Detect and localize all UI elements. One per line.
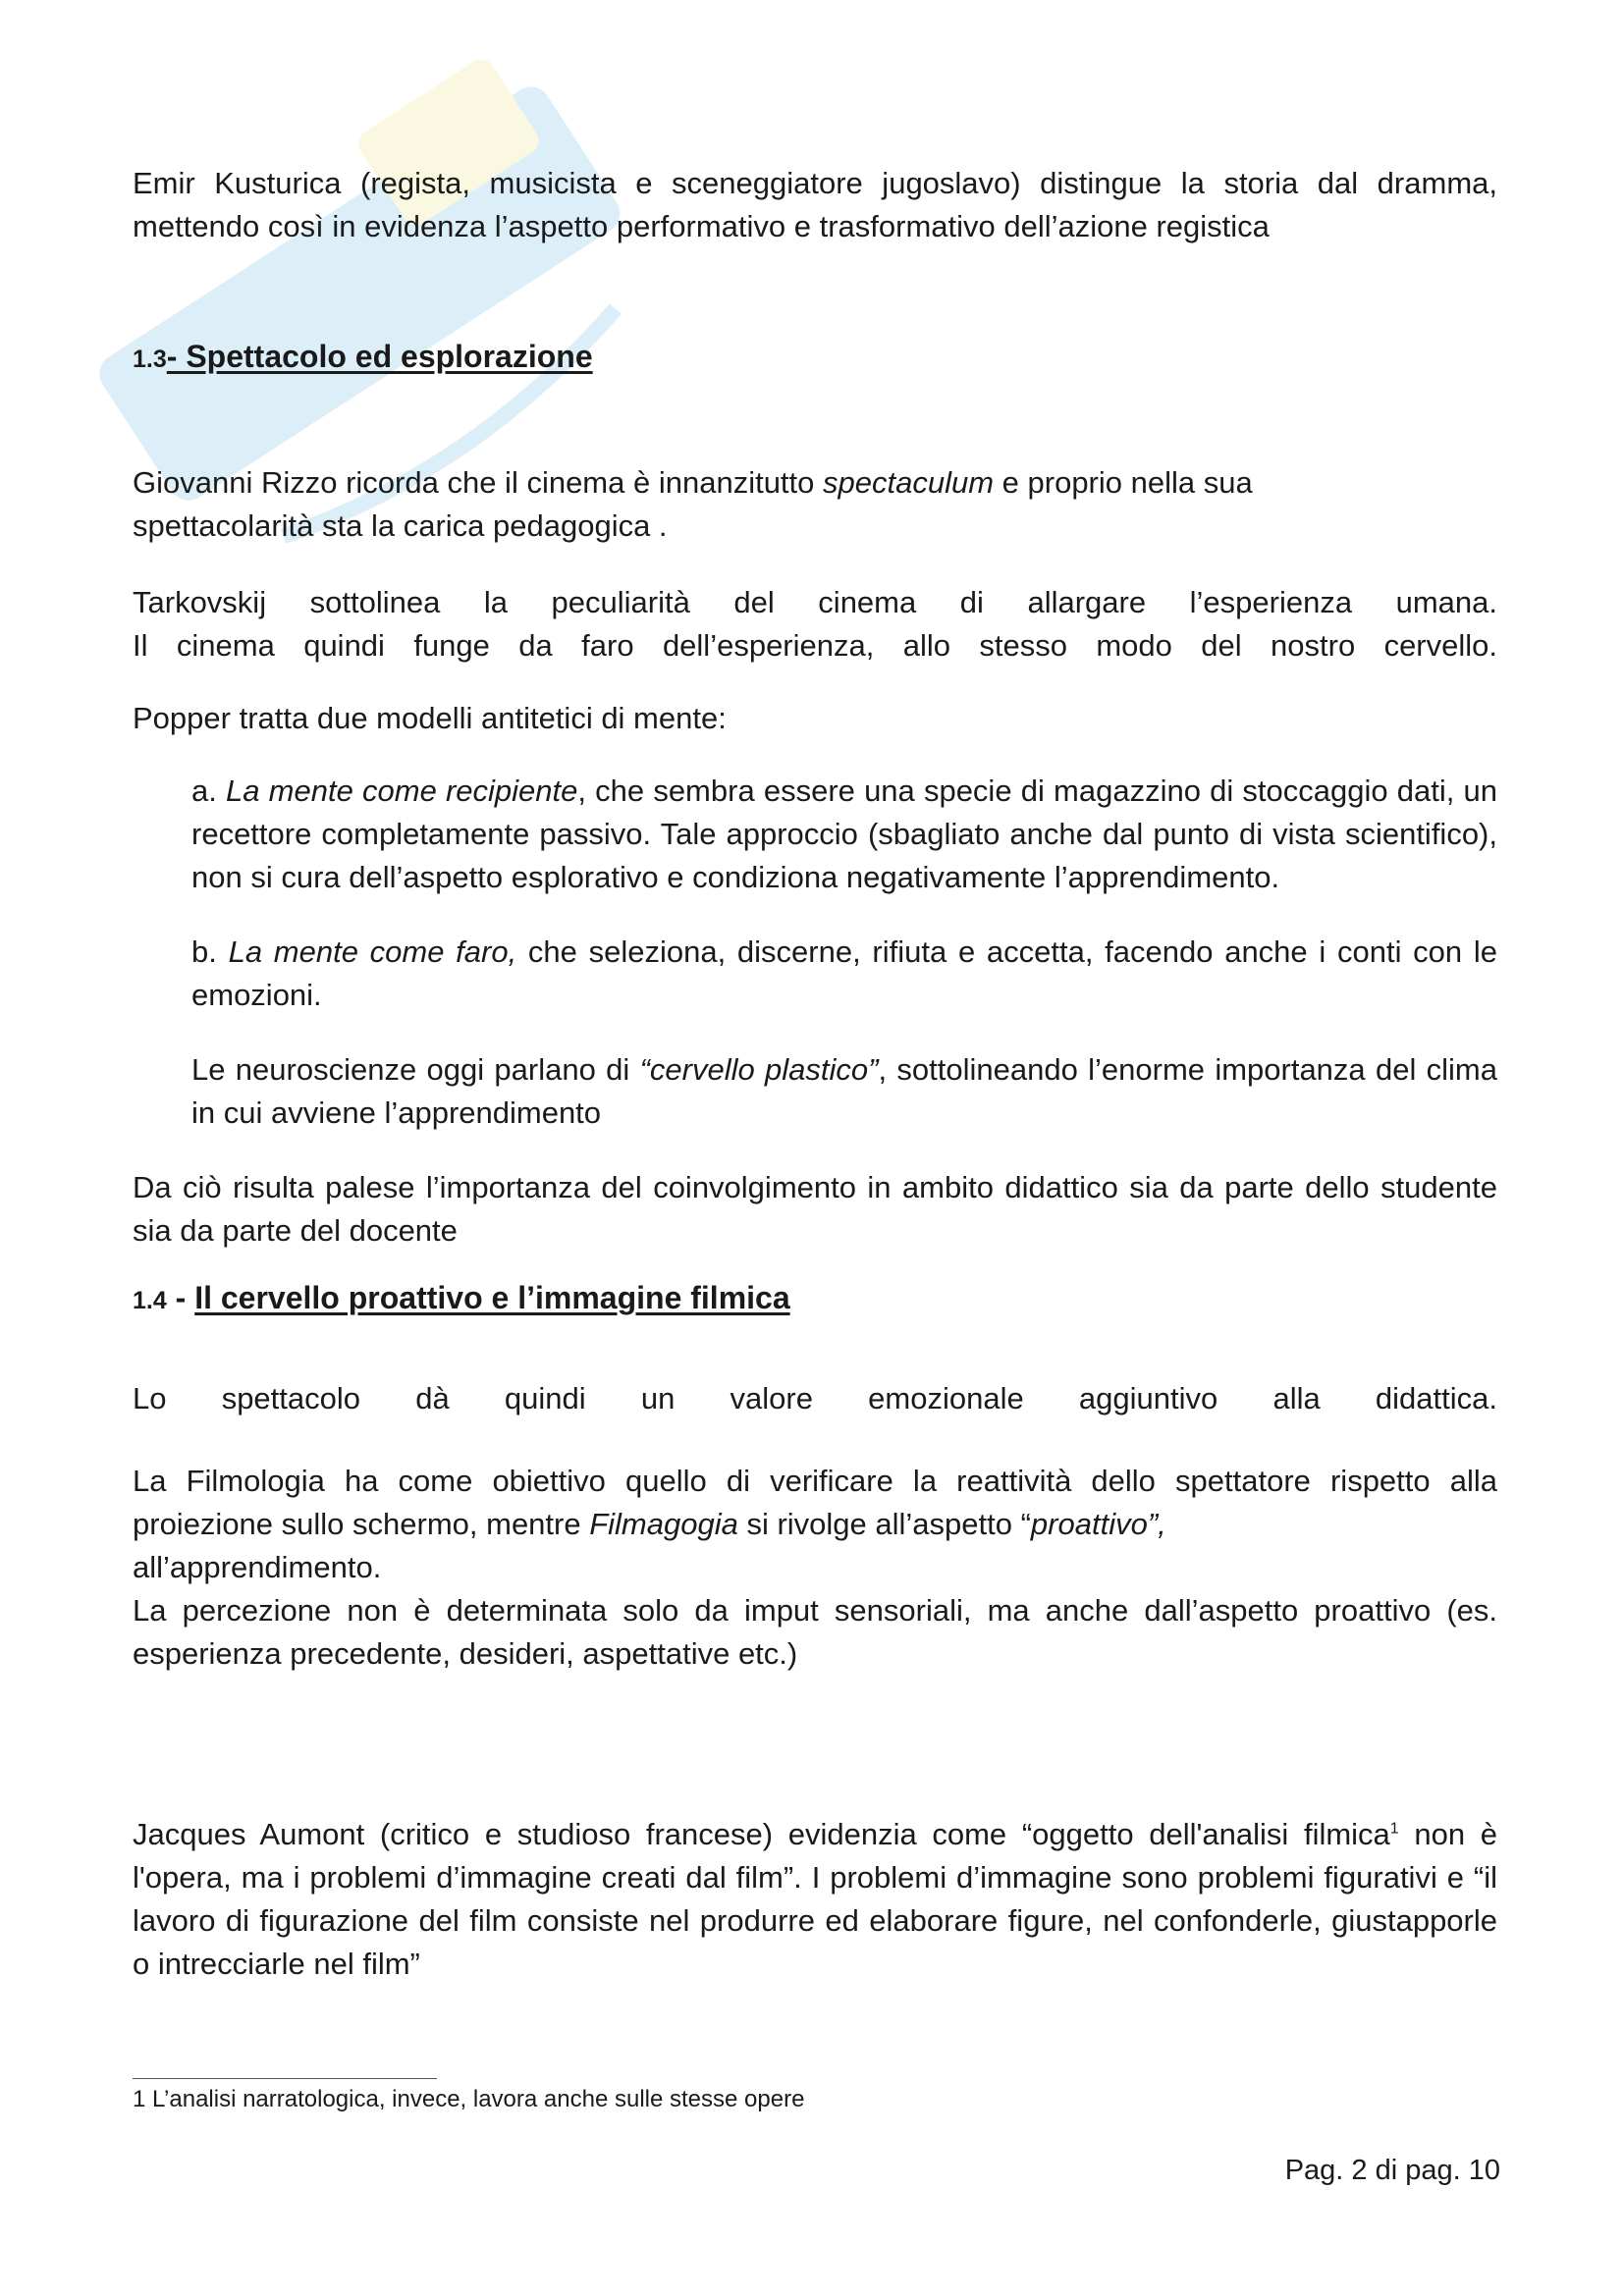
paragraph-spettacolo: Lo spettacolo dà quindi un valore emozionale aggiuntivo alla didattica.	[133, 1381, 1497, 1415]
section-number: 1.4	[133, 1287, 167, 1314]
list-item-b: b. La mente come faro, che seleziona, discerne, rifiuta e accetta, facendo anche i conti con le emozioni.	[191, 934, 1497, 1012]
paragraph-popper: Popper tratta due modelli antitetici di mente:	[133, 701, 727, 735]
emphasis-text: spectaculum	[823, 465, 995, 500]
section-title: Il cervello proattivo e l’immagine filmica	[194, 1280, 790, 1315]
section-number: 1.3	[133, 346, 167, 373]
paragraph-aumont: Jacques Aumont (critico e studioso francese) evidenzia come “oggetto dell'analisi filmica$^1$ non è l'opera, ma i problemi d’immagine creati dal film”. I problemi d’immagine sono problemi figurativi e “il lavoro di figurazione del film consiste nel produrre ed elaborare figure, nel confonderle, giustapporle o intrecciarle nel film”	[133, 1817, 1497, 1981]
footnote-ref: 1	[1389, 1820, 1399, 1838]
document-page	[133, 162, 1497, 1986]
footnote-text: 1 L’analisi narratologica, invece, lavora anche sulle stesse opere	[133, 2086, 805, 2112]
intro-line-2: mettendo così in evidenza l’aspetto performativo e trasformativo dell’azione registica	[133, 209, 1270, 243]
page-number: Pag. 2 di pag. 10	[1284, 2155, 1500, 2186]
paragraph-tarkovskij: Tarkovskij sottolinea la peculiarità del cinema di allargare l’esperienza umana. Il cinema quindi funge da faro dell’esperienza, allo stesso modo del nostro cervello.	[133, 585, 1497, 663]
section-heading-1-4: 1.4 - Il cervello proattivo e l’immagine filmica	[133, 1280, 790, 1315]
footnote-separator	[133, 2078, 437, 2079]
paragraph-filmologia: La Filmologia ha come obiettivo quello di verificare la reattività dello spettatore rispetto alla proiezione sullo schermo, mentre Filmagogia si rivolge all’aspetto “proattivo”, all’apprendimento.	[133, 1464, 1497, 1584]
paragraph-conclusion: Da ciò risulta palese l’importanza del coinvolgimento in ambito didattico sia da parte dello studente sia da parte del docente	[133, 1170, 1497, 1248]
list-item-a: a. La mente come recipiente, che sembra essere una specie di magazzino di stoccaggio dati, un recettore completamente passivo. Tale approccio (sbagliato anche dal punto di vista scientifico), non si cura dell’aspetto esplorativo e condiziona negativamente l’apprendimento.	[191, 774, 1498, 894]
intro-line-1: Emir Kusturica (regista, musicista e sceneggiatore jugoslavo) distingue la storia dal dramma,	[133, 166, 1497, 200]
paragraph-rizzo: Giovanni Rizzo ricorda che il cinema è innanzitutto spectaculum e proprio nella sua spettacolarità sta la carica pedagogica .	[133, 465, 1253, 543]
section-title: - Spettacolo ed esplorazione	[166, 339, 593, 374]
paragraph-percezione: La percezione non è determinata solo da imput sensoriali, ma anche dall’aspetto proattivo (es. esperienza precedente, desideri, aspettative etc.)	[133, 1593, 1497, 1671]
section-heading-1-3	[133, 335, 1497, 381]
paragraph-neuroscienze: Le neuroscienze oggi parlano di “cervello plastico”, sottolineando l’enorme importanza del clima in cui avviene l’apprendimento	[191, 1052, 1497, 1130]
